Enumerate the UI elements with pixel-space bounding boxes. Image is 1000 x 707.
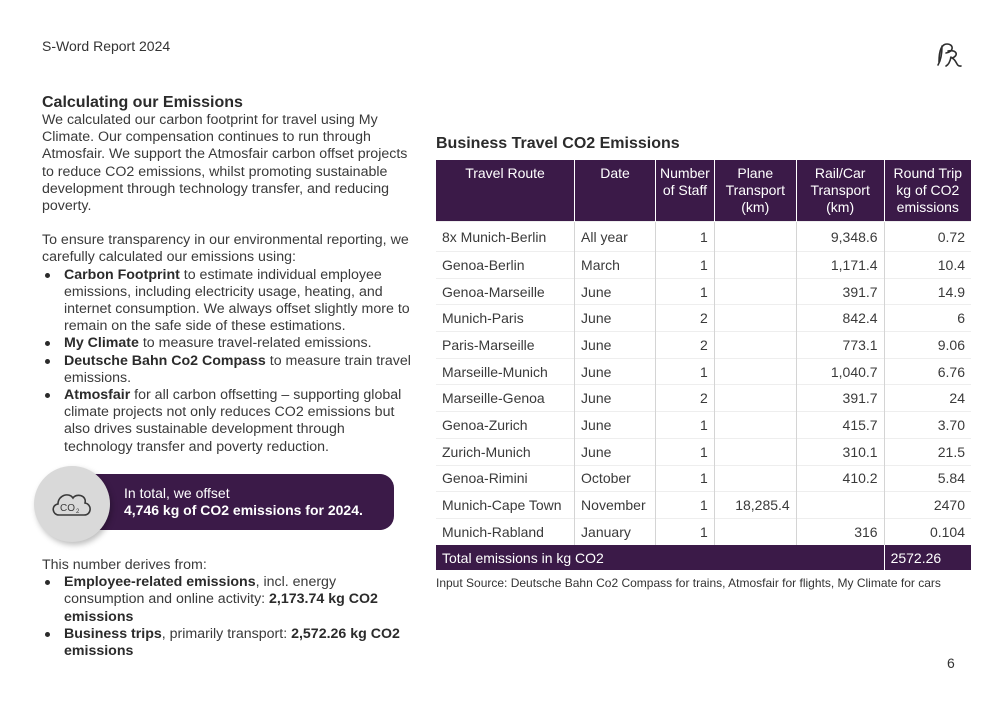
- page-number: 6: [947, 655, 955, 671]
- table-cell: Genoa-Rimini: [436, 465, 575, 492]
- table-cell: 1: [656, 278, 715, 305]
- travel-emissions-section: [436, 134, 971, 590]
- table-row: [436, 492, 971, 519]
- table-row: [436, 438, 971, 465]
- report-title: S-Word Report 2024: [42, 38, 171, 54]
- table-cell: [714, 518, 796, 545]
- table-cell: 1,040.7: [796, 358, 884, 385]
- table-row: [436, 358, 971, 385]
- table-cell: [714, 278, 796, 305]
- table-cell: 391.7: [796, 278, 884, 305]
- table-cell: 1: [656, 518, 715, 545]
- total-value: 2572.26: [884, 545, 971, 570]
- header-number-of-staff: Number of Staff: [656, 160, 715, 222]
- pr-monogram-logo-icon: [930, 36, 966, 72]
- total-label: Total emissions in kg CO2: [436, 545, 884, 570]
- table-cell: 2: [656, 332, 715, 359]
- table-cell: January: [575, 518, 656, 545]
- table-cell: [714, 385, 796, 412]
- table-cell: 410.2: [796, 465, 884, 492]
- table-row: [436, 222, 971, 252]
- svg-text:2: 2: [76, 509, 80, 515]
- table-cell: Munich-Paris: [436, 305, 575, 332]
- table-cell: 3.70: [884, 412, 971, 439]
- table-cell: 6: [884, 305, 971, 332]
- table-cell: 1: [656, 438, 715, 465]
- table-cell: 310.1: [796, 438, 884, 465]
- table-cell: Munich-Cape Town: [436, 492, 575, 519]
- table-cell: Genoa-Marseille: [436, 278, 575, 305]
- table-cell: [714, 222, 796, 252]
- table-header-row: [436, 160, 971, 222]
- table-cell: All year: [575, 222, 656, 252]
- header-rail-car-transport: Rail/Car Transport (km): [796, 160, 884, 222]
- table-cell: [714, 412, 796, 439]
- table-cell: June: [575, 412, 656, 439]
- table-cell: 316: [796, 518, 884, 545]
- table-cell: 2470: [884, 492, 971, 519]
- list-item: Business trips, primarily transport: 2,572.26 kg CO2 emissions: [42, 626, 417, 660]
- emissions-text-section: [42, 93, 417, 456]
- tools-list: [42, 267, 417, 456]
- table-cell: 1: [656, 252, 715, 279]
- table-cell: June: [575, 358, 656, 385]
- header-travel-route: Travel Route: [436, 160, 575, 222]
- table-cell: Marseille-Genoa: [436, 385, 575, 412]
- table-cell: 9,348.6: [796, 222, 884, 252]
- co2-cloud-icon: [47, 484, 97, 524]
- table-row: [436, 252, 971, 279]
- svg-text:CO: CO: [60, 503, 75, 514]
- offset-banner: [84, 474, 394, 530]
- table-cell: Munich-Rabland: [436, 518, 575, 545]
- table-cell: [714, 358, 796, 385]
- list-item: Atmosfair for all carbon offsetting – supporting global climate projects not only reduces CO2 emissions but also drives sustainable development through technology transfer and poverty reduction.: [42, 387, 417, 456]
- table-cell: 1: [656, 465, 715, 492]
- table-title: Business Travel CO2 Emissions: [436, 135, 680, 152]
- table-cell: October: [575, 465, 656, 492]
- table-cell: 14.9: [884, 278, 971, 305]
- table-cell: 415.7: [796, 412, 884, 439]
- table-cell: Genoa-Berlin: [436, 252, 575, 279]
- table-cell: 5.84: [884, 465, 971, 492]
- table-cell: 10.4: [884, 252, 971, 279]
- table-cell: [714, 465, 796, 492]
- table-cell: June: [575, 278, 656, 305]
- table-cell: [714, 305, 796, 332]
- table-cell: 6.76: [884, 358, 971, 385]
- table-cell: June: [575, 438, 656, 465]
- table-cell: June: [575, 332, 656, 359]
- emissions-table: [436, 160, 971, 570]
- derives-section: [42, 557, 417, 660]
- table-cell: 842.4: [796, 305, 884, 332]
- offset-line-2: 4,746 kg of CO2 emissions for 2024.: [124, 502, 363, 518]
- table-cell: March: [575, 252, 656, 279]
- table-row: [436, 332, 971, 359]
- table-cell: [714, 332, 796, 359]
- table-cell: June: [575, 385, 656, 412]
- transparency-paragraph: To ensure transparency in our environmental reporting, we carefully calculated our emissions using:: [42, 232, 409, 266]
- list-item: My Climate to measure travel-related emissions.: [42, 335, 417, 352]
- list-item: Carbon Footprint to estimate individual employee emissions, including electricity usage, heating, and internet consumption. We always offset slightly more to remain on the safe side of these estimations.: [42, 267, 417, 336]
- table-cell: Marseille-Munich: [436, 358, 575, 385]
- table-cell: Zurich-Munich: [436, 438, 575, 465]
- list-item: Deutsche Bahn Co2 Compass to measure train travel emissions.: [42, 353, 417, 387]
- table-row: [436, 518, 971, 545]
- table-cell: 8x Munich-Berlin: [436, 222, 575, 252]
- input-source-note: Input Source: Deutsche Bahn Co2 Compass for trains, Atmosfair for flights, My Climate for cars: [436, 576, 941, 591]
- table-cell: [796, 492, 884, 519]
- total-row: [436, 545, 971, 570]
- header-round-trip-co2: Round Trip kg of CO2 emissions: [884, 160, 971, 222]
- co2-badge: [34, 466, 110, 542]
- table-cell: 2: [656, 385, 715, 412]
- table-row: [436, 465, 971, 492]
- table-cell: Genoa-Zurich: [436, 412, 575, 439]
- table-cell: 773.1: [796, 332, 884, 359]
- table-cell: Paris-Marseille: [436, 332, 575, 359]
- table-cell: 1: [656, 412, 715, 439]
- table-cell: 0.72: [884, 222, 971, 252]
- table-cell: 9.06: [884, 332, 971, 359]
- table-row: [436, 385, 971, 412]
- section-heading: Calculating our Emissions: [42, 94, 243, 111]
- table-row: [436, 305, 971, 332]
- offset-line-1: In total, we offset: [124, 485, 230, 501]
- derives-intro: This number derives from:: [42, 557, 207, 573]
- table-cell: 2: [656, 305, 715, 332]
- header-date: Date: [575, 160, 656, 222]
- table-cell: 1: [656, 222, 715, 252]
- table-cell: June: [575, 305, 656, 332]
- table-cell: 18,285.4: [714, 492, 796, 519]
- intro-paragraph: We calculated our carbon footprint for travel using My Climate. Our compensation continues to run through Atmosfair. We support the Atmosfair carbon offset projects to reduce CO2 emissions, whilst promoting sustainable development through technology transfer, and reducing poverty.: [42, 112, 408, 215]
- table-cell: [714, 438, 796, 465]
- table-cell: 1: [656, 492, 715, 519]
- derives-list: [42, 574, 417, 660]
- table-cell: 1,171.4: [796, 252, 884, 279]
- table-cell: [714, 252, 796, 279]
- table-row: [436, 278, 971, 305]
- offset-callout: [34, 466, 396, 542]
- table-cell: 24: [884, 385, 971, 412]
- table-cell: 391.7: [796, 385, 884, 412]
- list-item: Employee-related emissions, incl. energy consumption and online activity: 2,173.74 kg CO2 emissions: [42, 574, 417, 626]
- table-cell: November: [575, 492, 656, 519]
- header-plane-transport: Plane Transport (km): [714, 160, 796, 222]
- table-row: [436, 412, 971, 439]
- table-cell: 1: [656, 358, 715, 385]
- table-cell: 21.5: [884, 438, 971, 465]
- table-cell: 0.104: [884, 518, 971, 545]
